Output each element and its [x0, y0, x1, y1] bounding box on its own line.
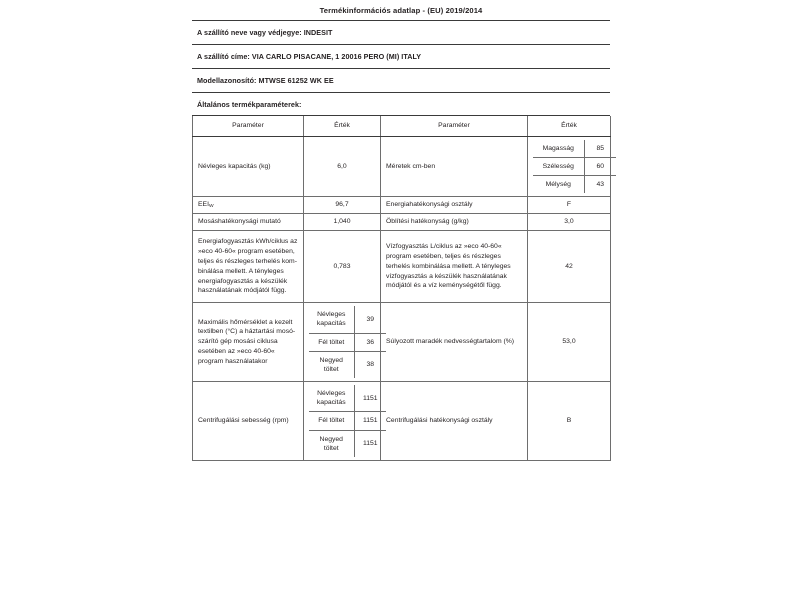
cell-dimensions-param: Méretek cm-ben: [381, 136, 528, 197]
dimension-value-width: 60: [584, 158, 616, 176]
cell-temperature-param: Maximális hőmérséklet a kezelt textilben (°C) a háztartási mosó-szárító gép mosási ciklusa esetében az »eco 40-60« program használatakor: [193, 303, 304, 382]
cell-capacity-param: Névleges kapacitás (kg): [193, 136, 304, 197]
model-identifier-row: Modellazonosító: MTWSE 61252 WK EE: [192, 68, 610, 92]
cell-spin-class-value: B: [528, 382, 611, 461]
product-fiche-sheet: [192, 0, 610, 461]
cell-washing-param: Mosáshatékonysági mutató: [193, 214, 304, 231]
temperature-row-quarter: [309, 351, 386, 378]
eei-label-prefix: EEI: [198, 201, 209, 209]
temperature-subtable: [309, 306, 386, 378]
spin-subtable: [309, 385, 386, 457]
temperature-row-full: [309, 306, 386, 333]
col-header-parameter-2: Paraméter: [381, 116, 528, 136]
temperature-label-quarter: Negyed töltet: [309, 351, 354, 378]
cell-spin-param: Centrifugálási sebesség (rpm): [193, 382, 304, 461]
dimension-label-depth: Mélység: [533, 176, 584, 194]
cell-washing-value: 1,040: [304, 214, 381, 231]
page-title: Termékinformációs adatlap - (EU) 2019/2014: [319, 6, 483, 15]
cell-energy-consumption-value: 0,783: [304, 231, 381, 303]
eei-label-subscript: W: [208, 204, 214, 210]
spin-label-quarter: Negyed töltet: [309, 430, 354, 457]
cell-spin-class-param: Centrifugálási hatékonysági osztály: [381, 382, 528, 461]
dimension-label-width: Szélesség: [533, 158, 584, 176]
temperature-row-half: [309, 333, 386, 351]
cell-water-consumption-value: 42: [528, 231, 611, 303]
temperature-value-full: 39: [354, 306, 386, 333]
temperature-value-quarter: 38: [354, 351, 386, 378]
cell-water-consumption-param: Vízfogyasztás L/ciklus az »eco 40-60« program esetében, teljes és részleges terhelés kombinálása mellett. A tényleges vízfogyasztás a készülék használatának módjától és a víz keménységétől függ.: [381, 231, 528, 303]
cell-energy-consumption-param: Energiafogyasztás kWh/ciklus az »eco 40-60« program esetében, teljes és részleges terhelés kombinálása mellett. A tényleges energiafogyasztás a készülék használatának módjától függ.: [193, 231, 304, 303]
spin-value-full: 1151: [354, 385, 386, 412]
dimension-row-depth: [533, 176, 616, 194]
product-parameters-table: [192, 116, 611, 461]
supplier-address-row: A szállító címe: VIA CARLO PISACANE, 1 20016 PERO (MI) ITALY: [192, 44, 610, 68]
table-header-row: [193, 116, 611, 136]
table-row-capacity: [193, 136, 611, 197]
spin-value-half: 1151: [354, 412, 386, 430]
dimension-row-height: [533, 140, 616, 158]
spin-row-half: [309, 412, 386, 430]
table-row-temperature: [193, 303, 611, 382]
cell-eei-value: 96,7: [304, 197, 381, 214]
col-header-parameter-1: Paraméter: [193, 116, 304, 136]
dimension-value-height: 85: [584, 140, 616, 158]
spin-label-half: Fél töltet: [309, 412, 354, 430]
col-header-value-1: Érték: [304, 116, 381, 136]
dimension-value-depth: 43: [584, 176, 616, 194]
cell-energy-class-value: F: [528, 197, 611, 214]
spin-row-full: [309, 385, 386, 412]
temperature-label-full: Névleges kapacitás: [309, 306, 354, 333]
cell-spin-loads: [304, 382, 381, 461]
dimension-label-height: Magasság: [533, 140, 584, 158]
temperature-label-half: Fél töltet: [309, 333, 354, 351]
temperature-value-half: 36: [354, 333, 386, 351]
table-row-spin: [193, 382, 611, 461]
spin-label-full: Névleges kapacitás: [309, 385, 354, 412]
cell-energy-class-param: Energiahatékonysági osztály: [381, 197, 528, 214]
supplier-name-row: A szállító neve vagy védjegye: INDESIT: [192, 20, 610, 44]
cell-capacity-value: 6,0: [304, 136, 381, 197]
dimension-row-width: [533, 158, 616, 176]
cell-rinsing-param: Öblítési hatékonyság (g/kg): [381, 214, 528, 231]
dimensions-subtable: [533, 140, 616, 194]
general-parameters-row: Általános termékparaméterek:: [192, 92, 610, 116]
cell-moisture-value: 53,0: [528, 303, 611, 382]
table-row-washing: [193, 214, 611, 231]
cell-rinsing-value: 3,0: [528, 214, 611, 231]
spin-value-quarter: 1151: [354, 430, 386, 457]
cell-eei-param: [193, 197, 304, 214]
table-row-eei: [193, 197, 611, 214]
col-header-value-2: Érték: [528, 116, 611, 136]
cell-moisture-param: Súlyozott maradék nedvességtartalom (%): [381, 303, 528, 382]
cell-temperature-loads: [304, 303, 381, 382]
cell-dimensions-group: [528, 136, 611, 197]
table-row-consumption: [193, 231, 611, 303]
spin-row-quarter: [309, 430, 386, 457]
